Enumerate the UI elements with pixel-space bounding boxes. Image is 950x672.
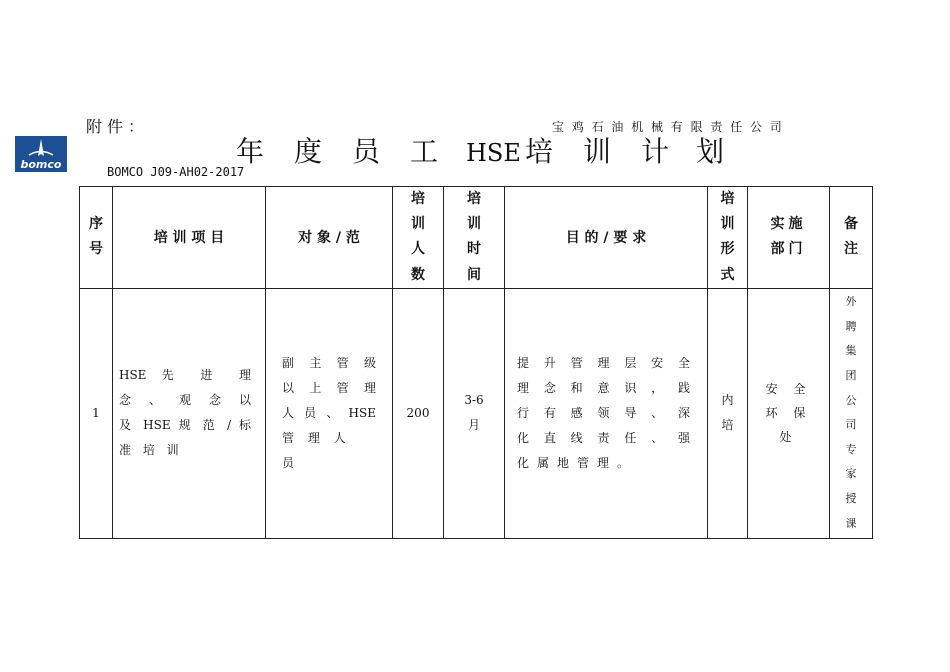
header-count: 培训人数 [393,187,444,289]
title-part: 员 [352,135,381,168]
cell-form [708,288,748,538]
cell-dept [748,288,830,538]
title-part: 度 [294,135,323,168]
cell-dept-line: 环 保 [765,406,812,421]
cell-goal-line: 化直线责任、强 [517,430,693,445]
cell-goal-line: 化属地管理。 [517,455,638,470]
cell-goal-line: 提升管理层安全 [517,355,693,370]
cell-duration-line: 3-6 [464,393,484,408]
cell-goal [505,288,708,538]
title-part: 年 [236,135,265,168]
cell-item-line: HSE 先 进 理 [119,368,251,383]
header-target: 对 象 / 范 [266,187,393,289]
header-dept: 实施部门 [748,187,830,289]
title-part: 工 [410,135,439,168]
logo-text: bomco [20,158,62,171]
table-header-row [80,187,873,289]
cell-form-line: 内 [721,393,734,408]
cell-target-line: 管 理 人 员 [282,430,351,470]
title-part: 划 [696,135,725,168]
cell-target [266,288,393,538]
cell-goal-line: 理念和意识，践 [517,380,693,395]
cell-item-line: 念 、 观 念 以 [119,393,251,408]
cell-duration-line: 月 [467,418,480,433]
cell-item-line: 准 培 训 [119,443,183,458]
cell-target-line: 人 员 、 HSE [282,405,376,420]
document-number: BOMCO J09-AH02-2017 [107,165,245,179]
cell-remark: 外聘集团公司专家授课 [830,288,873,538]
header-seq: 序号 [80,187,113,289]
bomco-logo [15,136,67,172]
cell-item-line: 及 HSE 规 范 / 标 [119,418,251,433]
cell-dept-line: 安 全 [765,382,812,397]
table-row [80,288,873,538]
cell-dept-line: 处 [779,430,798,445]
cell-goal-line: 行有感领导、深 [517,405,693,420]
header-item: 培 训 项 目 [113,187,266,289]
attachment-label: 附件： [86,117,150,136]
title-part: 计 [641,135,670,168]
header-goal: 目 的 / 要 求 [505,187,708,289]
title-part: 培 [525,135,554,168]
cell-form-line: 培 [721,418,734,433]
header-duration: 培训时间 [444,187,505,289]
company-name: 宝鸡石油机械有限责任公司 [552,120,790,134]
title-part: 训 [583,135,612,168]
cell-item [113,288,266,538]
cell-duration [444,288,505,538]
cell-count: 200 [393,288,444,538]
page-title [236,130,726,170]
header-remark: 备注 [830,187,873,289]
title-part: HSE [466,139,521,167]
cell-target-line: 副 主 管 级 [282,355,376,370]
cell-seq: 1 [80,288,113,538]
cell-target-line: 以 上 管 理 [282,380,376,395]
training-plan-table [79,186,873,539]
header-form: 培训形式 [708,187,748,289]
